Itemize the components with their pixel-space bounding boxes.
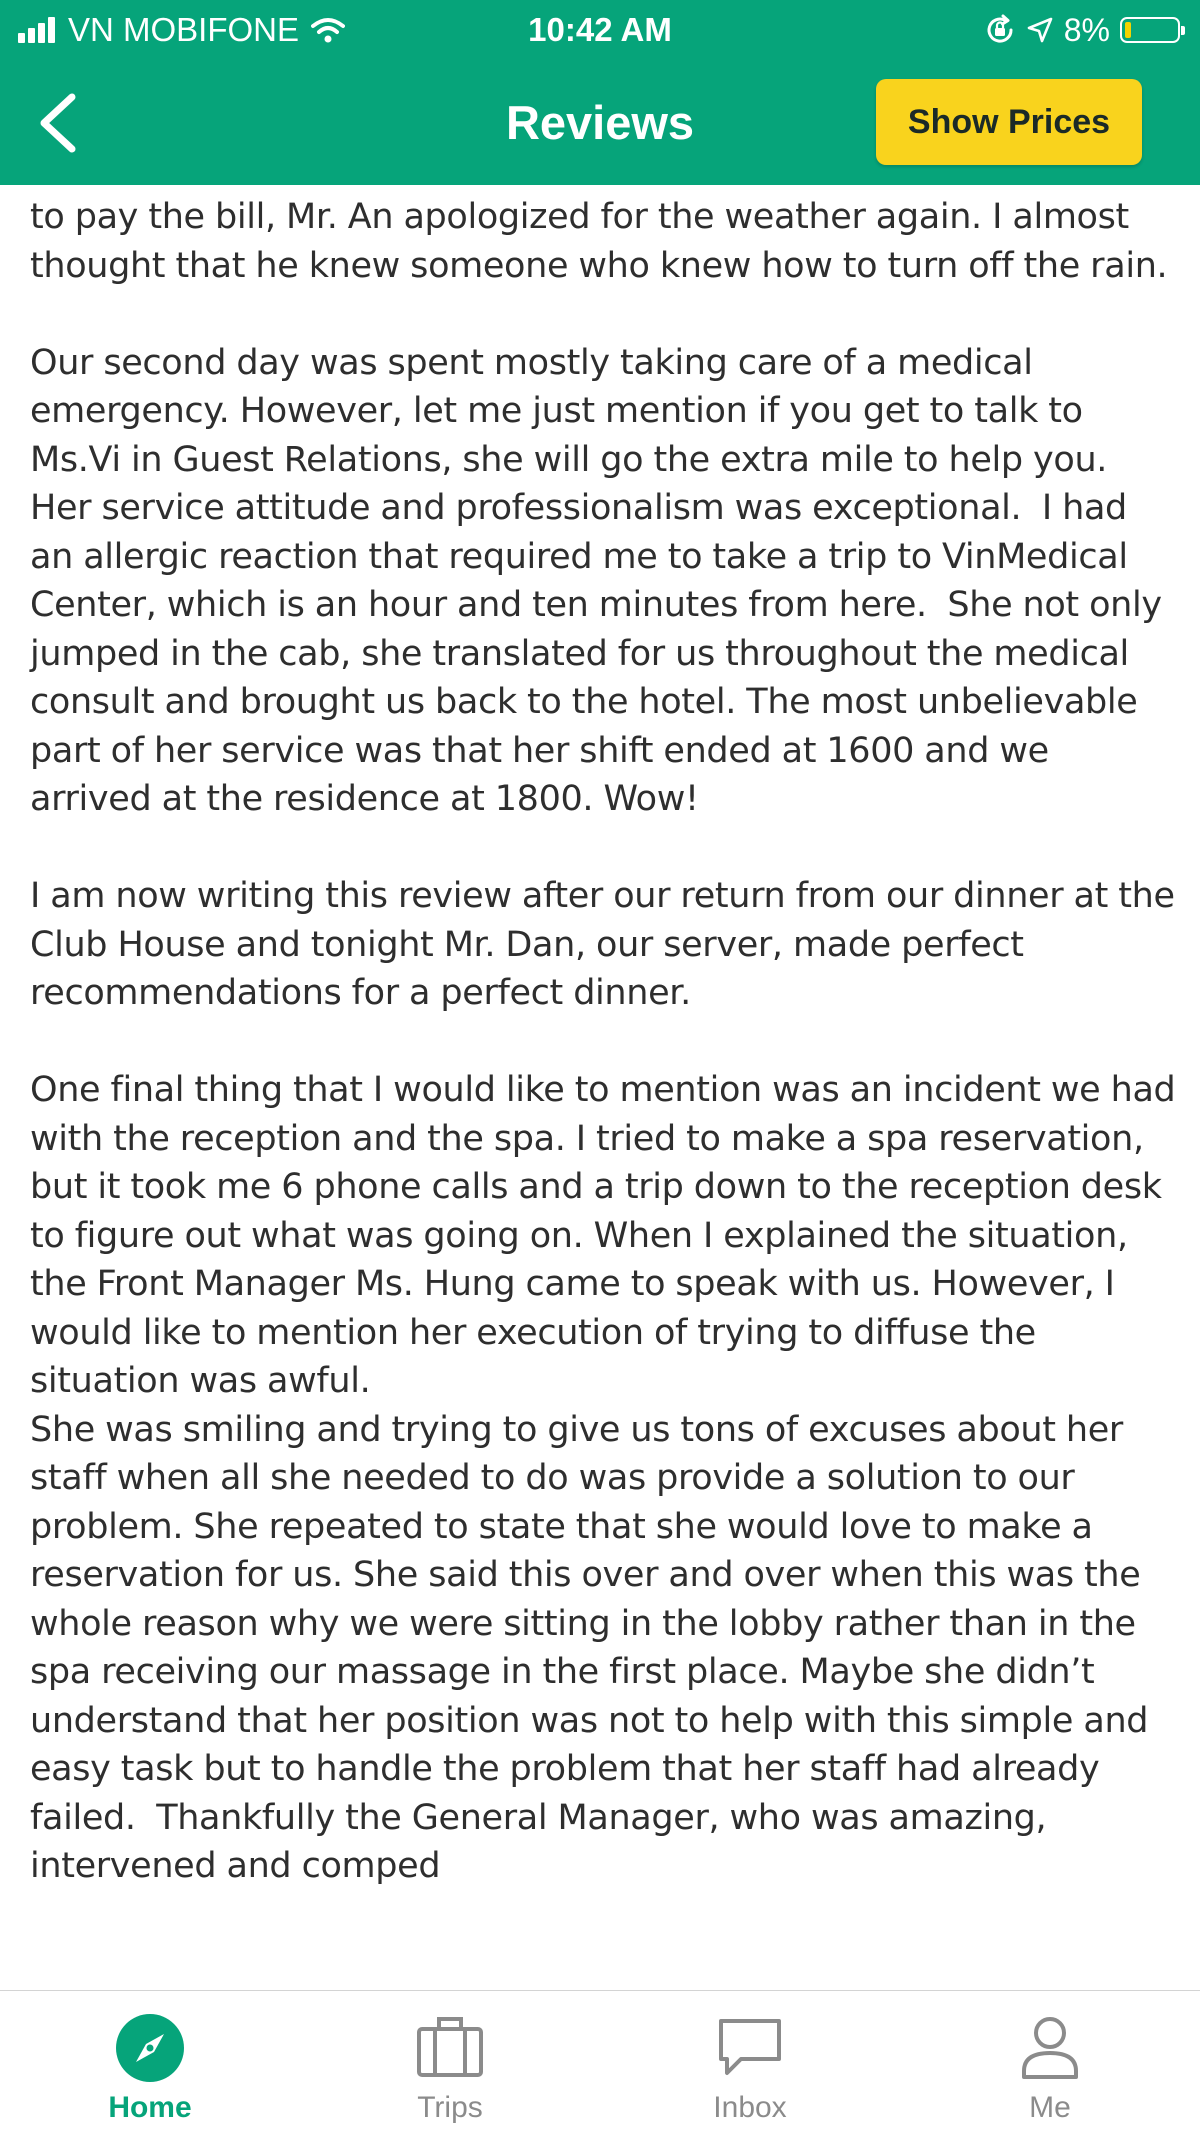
tab-inbox-label: Inbox: [713, 2091, 787, 2124]
page-title: Reviews: [505, 96, 695, 149]
review-body-text: to pay the bill, Mr. An apologized for the weather again. I almost thought that he knew someone who knew how to turn off the rain. Our second day was spent mostly taking care of a medical emergency. However, let me just mention if you get to talk to Ms.Vi in Guest Relations, she will go the extra mile to help you. Her service attitude and professionalism was exceptional. I had an allergic reaction that required me to take a trip to VinMedical Center, which is an hour and ten minutes from here. She not only jumped in the cab, she translated for us throughout the medical consult and brought us back to the hotel. The most unbelievable part of her service was that her shift ended at 1600 and we arrived at the residence at 1800. Wow! I am now writing this review after our return from our dinner at the Club House and tonight Mr. Dan, our server, made perfect recommendations for a perfect dinner. One final thing that I would like to mention was an incident we had with the reception and the spa. I tried to make a spa reservation, but it took me 6 phone calls and a trip down to the reception desk to figure out what was going on. When I explained the situation, the Front Manager Ms. Hung came to speak with us. However, I would like to mention her execution of trying to diffuse the situation was awful. She was smiling and trying to give us tons of excuses about her staff when all she needed to do was provide a solution to our problem. She repeated to state that she would love to make a reservation for us. She said this over and over when this was the whole reason why we were sitting in the lobby rather than in the spa receiving our massage in the first place. Maybe she didn’t understand that her position was not to help with this simple and easy task but to handle the problem that her staff had already failed. Thankfully the General Manager, who was amazing, intervened and comped: [30, 197, 1176, 1886]
bottom-tab-bar: [0, 1990, 1200, 2133]
tab-trips-label: Trips: [417, 2091, 483, 2124]
status-bar: [0, 0, 1200, 60]
battery-icon: [1120, 17, 1180, 43]
tab-home[interactable]: [0, 1991, 300, 2134]
tab-inbox[interactable]: [600, 1991, 900, 2134]
status-right: [984, 10, 1180, 50]
nav-bar: [0, 60, 1200, 185]
app-header: [0, 0, 1200, 185]
location-icon: [1026, 16, 1054, 44]
tab-me-label: Me: [1029, 2091, 1071, 2124]
chat-bubble-icon: [715, 2013, 785, 2083]
show-prices-button[interactable]: Show Prices: [876, 79, 1142, 165]
review-content[interactable]: [0, 185, 1200, 1990]
person-icon: [1015, 2013, 1085, 2083]
suitcase-icon: [415, 2013, 485, 2083]
orientation-lock-icon: [984, 14, 1016, 46]
tab-home-label: Home: [108, 2091, 192, 2124]
tab-me[interactable]: [900, 1991, 1200, 2134]
status-time: 10:42 AM: [528, 11, 672, 48]
carrier-name: VN MOBIFONE: [68, 11, 300, 48]
battery-fill: [1125, 22, 1131, 38]
tab-trips[interactable]: [300, 1991, 600, 2134]
battery-percent: 8%: [1063, 11, 1110, 48]
compass-icon: [115, 2013, 185, 2083]
